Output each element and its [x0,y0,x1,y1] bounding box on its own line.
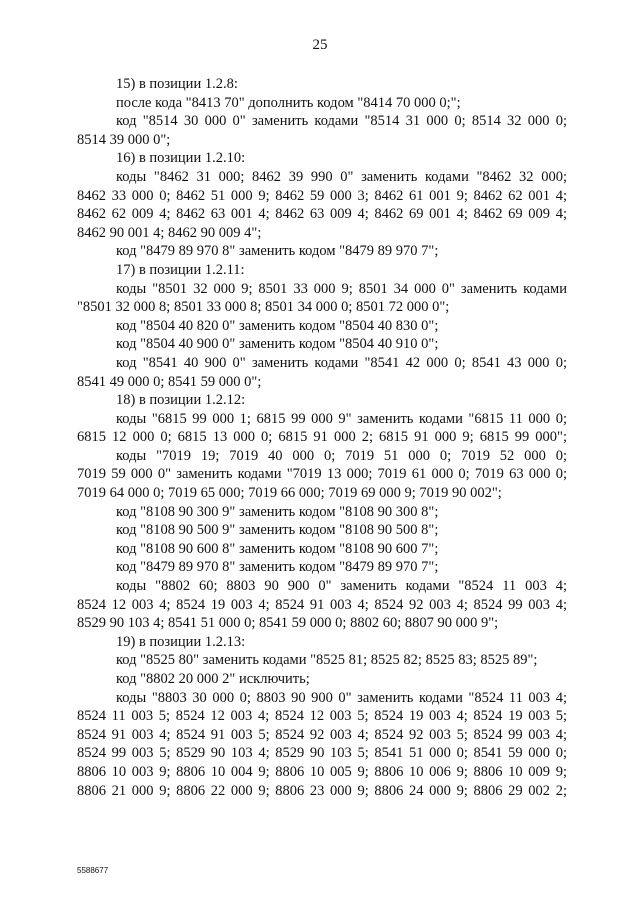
text-line: 8806 10 003 9; 8806 10 004 9; 8806 10 005 9; 8806 10 006 9; 8806 10 009 9; [77,763,567,780]
text-line: 8524 91 003 4; 8524 91 003 5; 8524 92 003 4; 8524 92 003 5; 8524 99 003 4; [77,726,567,743]
text-line: 8514 39 000 0"; [77,131,171,148]
text-line: код "8108 90 300 9" заменить кодом "8108 90 300 8"; [116,503,439,520]
text-line: 17) в позиции 1.2.11: [116,261,245,278]
text-line: код "8504 40 820 0" заменить кодом "8504 40 830 0"; [116,317,439,334]
text-line: 8524 11 003 5; 8524 12 003 4; 8524 12 003 5; 8524 19 003 4; 8524 19 003 5; [77,708,567,725]
text-line: код "8541 40 900 0" заменить кодами "8541 42 000 0; 8541 43 000 0; [116,354,567,371]
text-line: коды "7019 19; 7019 40 000 0; 7019 51 000 0; 7019 52 000 0; [116,447,567,464]
text-line: 7019 59 000 0" заменить кодами "7019 13 000; 7019 61 000 0; 7019 63 000 0; [77,466,567,483]
text-line: коды "8462 31 000; 8462 39 990 0" заменить кодами "8462 32 000; [116,168,567,185]
text-line: код "8108 90 600 8" заменить кодом "8108 90 600 7"; [116,540,439,557]
text-line: коды "8803 30 000 0; 8803 90 900 0" заменить кодами "8524 11 003 4; [116,689,567,706]
text-line: код "8479 89 970 8" заменить кодом "8479 89 970 7"; [116,243,439,260]
text-line: код "8525 80" заменить кодами "8525 81; 8525 82; 8525 83; 8525 89"; [116,652,538,669]
text-line: после кода "8413 70" дополнить кодом "8414 70 000 0;"; [116,94,461,111]
document-id: 5588677 [77,866,109,875]
text-line: 8462 33 000 0; 8462 51 000 9; 8462 59 000 3; 8462 61 001 9; 8462 62 001 4; [77,187,567,204]
page-number: 25 [312,37,328,53]
text-line: 8541 49 000 0; 8541 59 000 0"; [77,373,262,390]
text-line: 8462 90 001 4; 8462 90 009 4"; [77,224,262,241]
text-line: коды "6815 99 000 1; 6815 99 000 9" заменить кодами "6815 11 000 0; [116,410,567,427]
text-line: код "8514 30 000 0" заменить кодами "8514 31 000 0; 8514 32 000 0; [116,113,567,130]
text-line: 8462 62 009 4; 8462 63 001 4; 8462 63 009 4; 8462 69 001 4; 8462 69 009 4; [77,206,567,223]
text-line: 8806 21 000 9; 8806 22 000 9; 8806 23 000 9; 8806 24 000 9; 8806 29 002 2; [77,782,567,799]
text-line: 15) в позиции 1.2.8: [116,76,238,92]
text-line: 16) в позиции 1.2.10: [116,150,246,167]
text-line: 8524 99 003 5; 8529 90 103 4; 8529 90 103 5; 8541 51 000 0; 8541 59 000 0; [77,745,567,762]
text-line: 7019 64 000 0; 7019 65 000; 7019 66 000; 7019 69 000 9; 7019 90 002"; [77,485,502,502]
text-line: коды "8501 32 000 9; 8501 33 000 9; 8501 34 000 0" заменить кодами [116,280,567,297]
text-line: 6815 12 000 0; 6815 13 000 0; 6815 91 000 2; 6815 91 000 9; 6815 99 000"; [77,429,567,446]
text-line: "8501 32 000 8; 8501 33 000 8; 8501 34 000 0; 8501 72 000 0"; [77,299,450,316]
text-line: код "8802 20 000 2" исключить; [116,671,310,687]
text-line: коды "8802 60; 8803 90 900 0" заменить кодами "8524 11 003 4; [116,578,567,595]
text-line: код "8479 89 970 8" заменить кодом "8479 89 970 7"; [116,559,439,576]
text-line: 8529 90 103 4; 8541 51 000 0; 8541 59 000 0; 8802 60; 8807 90 000 9"; [77,615,499,632]
body-text [77,75,567,800]
text-line: 19) в позиции 1.2.13: [116,633,246,650]
text-line: 18) в позиции 1.2.12: [116,392,246,409]
text-line: код "8504 40 900 0" заменить кодом "8504 40 910 0"; [116,336,439,353]
text-line: 8524 12 003 4; 8524 19 003 4; 8524 91 003 4; 8524 92 003 4; 8524 99 003 4; [77,596,567,613]
text-line: код "8108 90 500 9" заменить кодом "8108 90 500 8"; [116,522,439,539]
